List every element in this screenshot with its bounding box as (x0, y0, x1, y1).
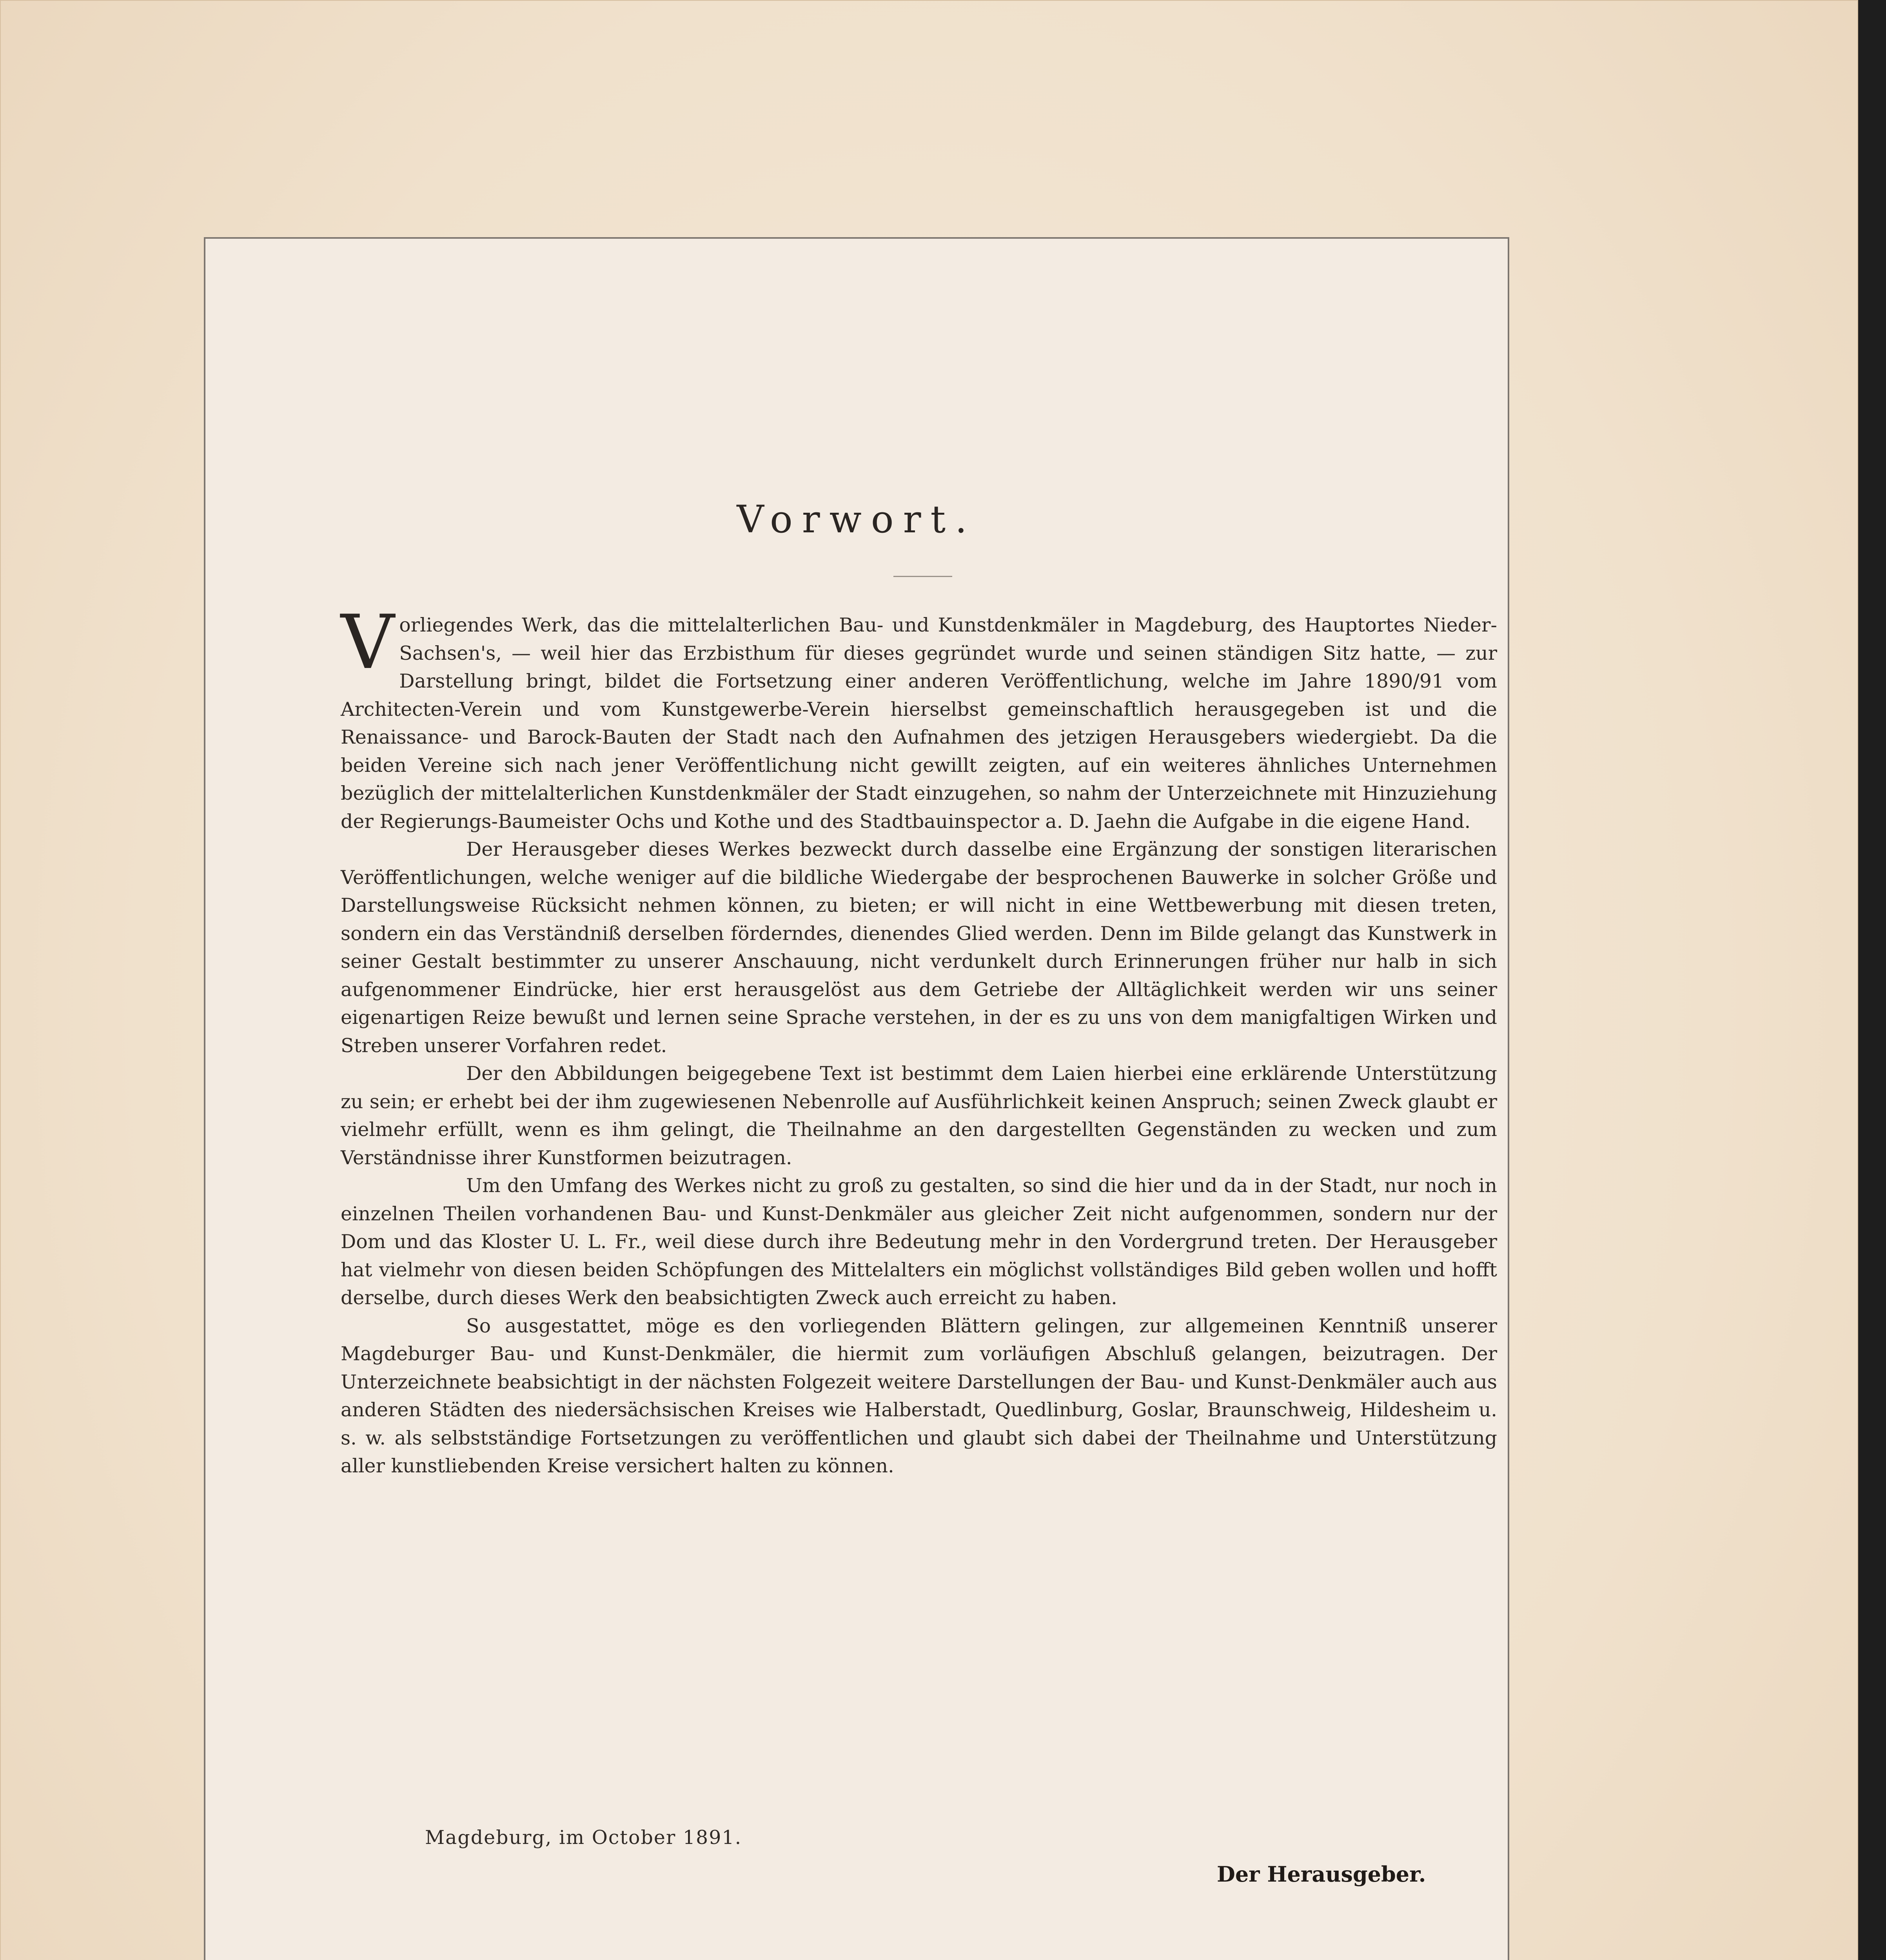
signature: Der Herausgeber. (1217, 1862, 1426, 1887)
paragraph-4: Um den Umfang des Werkes nicht zu groß zu gestalten, so sind die hier und da in der Stadt, nur noch in einzelnen Theilen vorhandenen Bau- und Kunst-Denkmäler aus gleicher Zeit nicht aufgenommen, sondern nur der Dom und das Kloster U. L. Fr., weil diese durch ihre Bedeutung mehr in den Vordergrund treten. Der Herausgeber hat vielmehr von diesen beiden Schöpfungen des Mittelalters ein möglichst vollständiges Bild geben wollen und hofft derselbe, durch dieses Werk den beabsichtigten Zweck auch erreicht zu haben. (341, 1174, 1497, 1309)
scan-background-right (1858, 0, 1886, 1960)
paragraph-3: Der den Abbildungen beigegebene Text ist bestimmt dem Laien hierbei eine erklärende Unterstützung zu sein; er erhebt bei der ihm zugewiesenen Nebenrolle auf Ausführlichkeit keinen Anspruch; seinen Zweck glaubt er vielmehr erfüllt, wenn es ihm gelingt, die Theilnahme an den dargestellten Gegenständen zu wecken und zum Verständnisse ihrer Kunstformen beizutragen. (341, 1062, 1497, 1169)
paragraph-1-text: orliegendes Werk, das die mittelalterlichen Bau- und Kunstdenkmäler in Magdeburg, des Hauptortes Nieder-Sachsen's, — weil hier das Erzbisthum für dieses gegründet wurde und seinen ständigen Sitz hatte, — zur Darstellung bringt, bildet die Fortsetzung einer anderen Veröffentlichung, welche im Jahre 1890/91 vom Architecten-Verein und vom Kunstgewerbe-Verein hierselbst gemeinschaftlich herausgegeben ist und die Renaissance- und Barock-Bauten der Stadt nach den Aufnahmen des jetzigen Herausgebers wiedergiebt. Da die beiden Vereine sich nach jener Veröffentlichung nicht gewillt zeigten, auf ein weiteres ähnliches Unternehmen bezüglich der mittelalterlichen Kunstdenkmäler der Stadt einzugehen, so nahm der Unterzeichnete mit Hinzuziehung der Regierungs-Baumeister Ochs und Kothe und des Stadtbauinspector a. D. Jaehn die Aufgabe in die eigene Hand. (341, 614, 1497, 833)
place-date-line: Magdeburg, im October 1891. (425, 1826, 742, 1849)
drop-cap: V (341, 599, 395, 686)
paragraph-5: So ausgestattet, möge es den vorliegenden Blättern gelingen, zur allgemeinen Kenntniß unserer Magdeburger Bau- und Kunst-Denkmäler, die hiermit zum vorläufigen Abschluß gelangen, beizutragen. Der Unterzeichnete beabsichtigt in der nächsten Folgezeit weitere Darstellungen der Bau- und Kunst-Denkmäler auch aus anderen Städten des niedersächsischen Kreises wie Halberstadt, Quedlinburg, Goslar, Braunschweig, Hildesheim u. s. w. als selbstständige Fortsetzungen zu veröffentlichen und glaubt sich dabei der Theilnahme und Unterstützung aller kunstliebenden Kreise versichert halten zu können. (341, 1314, 1497, 1477)
paragraph-1 (341, 599, 1497, 835)
page-title: Vorwort. (737, 497, 977, 541)
text-frame (204, 237, 1509, 1960)
foreword-body (341, 599, 1497, 1480)
paragraph-2: Der Herausgeber dieses Werkes bezweckt durch dasselbe eine Ergänzung der sonstigen literarischen Veröffentlichungen, welche weniger auf die bildliche Wiedergabe der besprochenen Bauwerke in solcher Größe und Darstellungsweise Rücksicht nehmen können, zu bieten; er will nicht in eine Wettbewerbung mit diesen treten, sondern ein das Verständniß derselben förderndes, dienendes Glied werden. Denn im Bilde gelangt das Kunstwerk in seiner Gestalt bestimmter zu unserer Anschauung, nicht verdunkelt durch Erinnerungen früher nur halb in sich aufgenommener Eindrücke, hier erst herausgelöst aus dem Getriebe der Alltäglichkeit werden wir uns seiner eigenartigen Reize bewußt und lernen seine Sprache verstehen, in der es zu uns von dem manigfaltigen Wirken und Streben unserer Vorfahren redet. (341, 838, 1497, 1057)
title-divider (893, 576, 952, 577)
